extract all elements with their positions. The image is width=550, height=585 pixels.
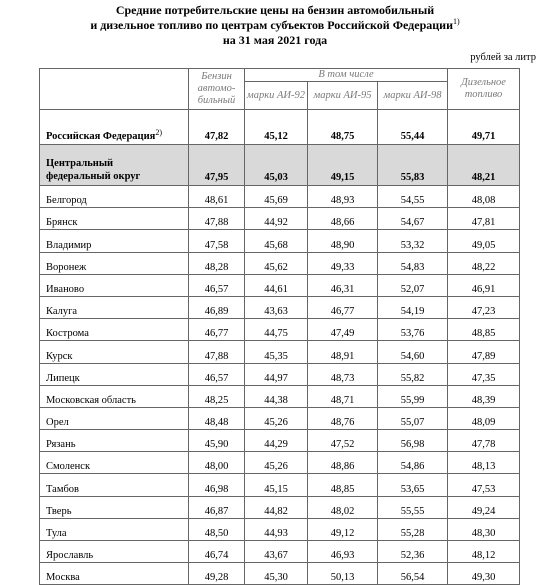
cell-ai98: 52,07: [378, 274, 448, 296]
cell-ai98: 54,19: [378, 296, 448, 318]
cell-ai92: 45,30: [245, 563, 308, 585]
cell-ai92: 45,69: [245, 186, 308, 208]
cell-ai95: 48,66: [308, 208, 378, 230]
russia-name-cell: [40, 110, 189, 145]
unit-label: рублей за литр: [470, 52, 536, 63]
cell-ai98: 54,67: [378, 208, 448, 230]
russia-gasoline: 47,82: [189, 110, 245, 145]
table-row: [40, 230, 520, 252]
header-diesel: Дизельное топливо: [448, 69, 520, 110]
cell-ai98: 54,86: [378, 452, 448, 474]
cell-diesel: 47,78: [448, 430, 520, 452]
cell-diesel: 48,08: [448, 186, 520, 208]
district-diesel: 48,21: [448, 145, 520, 186]
russia-ai95: 48,75: [308, 110, 378, 145]
cell-diesel: 47,23: [448, 296, 520, 318]
cell-gasoline: 48,25: [189, 385, 245, 407]
cell-diesel: 49,24: [448, 496, 520, 518]
cell-ai98: 55,07: [378, 407, 448, 429]
cell-diesel: 47,81: [448, 208, 520, 230]
district-name-line-1: Центральный: [46, 158, 114, 169]
table-row: [40, 474, 520, 496]
cell-ai98: 54,83: [378, 252, 448, 274]
city-name: Рязань: [40, 430, 189, 452]
table-row: [40, 274, 520, 296]
cell-diesel: 48,85: [448, 319, 520, 341]
cell-ai92: 44,29: [245, 430, 308, 452]
cell-ai98: 53,65: [378, 474, 448, 496]
cell-gasoline: 47,58: [189, 230, 245, 252]
cell-ai98: 56,98: [378, 430, 448, 452]
city-name: Московская область: [40, 385, 189, 407]
cell-ai98: 55,55: [378, 496, 448, 518]
header-including: В том числе: [245, 69, 448, 82]
cell-diesel: 48,30: [448, 518, 520, 540]
cell-ai92: 44,61: [245, 274, 308, 296]
city-name: Тула: [40, 518, 189, 540]
table-row: [40, 407, 520, 429]
cell-ai95: 48,73: [308, 363, 378, 385]
table-row: [40, 319, 520, 341]
header-gasoline: Бензин автомо- бильный: [189, 69, 245, 110]
table-row: [40, 385, 520, 407]
cell-diesel: 48,13: [448, 452, 520, 474]
cell-gasoline: 48,61: [189, 186, 245, 208]
cell-diesel: 48,09: [448, 407, 520, 429]
cell-ai98: 53,76: [378, 319, 448, 341]
city-name: Тверь: [40, 496, 189, 518]
cell-gasoline: 47,88: [189, 341, 245, 363]
table-row: [40, 518, 520, 540]
cell-diesel: 49,30: [448, 563, 520, 585]
cell-ai98: 53,32: [378, 230, 448, 252]
cell-gasoline: 48,00: [189, 452, 245, 474]
cell-gasoline: 49,28: [189, 563, 245, 585]
cell-ai95: 48,90: [308, 230, 378, 252]
cell-ai98: 52,36: [378, 541, 448, 563]
cell-ai95: 48,91: [308, 341, 378, 363]
cell-ai92: 44,92: [245, 208, 308, 230]
price-table: [39, 68, 520, 585]
cell-gasoline: 46,87: [189, 496, 245, 518]
russia-row: [40, 110, 520, 145]
city-name: Москва: [40, 563, 189, 585]
cell-ai92: 45,62: [245, 252, 308, 274]
table-row: [40, 208, 520, 230]
cell-ai95: 46,31: [308, 274, 378, 296]
table-row: [40, 296, 520, 318]
title-line-2-text: и дизельное топливо по центрам субъектов Российской Федерации: [90, 18, 453, 32]
cell-ai92: 44,82: [245, 496, 308, 518]
cell-ai95: 47,52: [308, 430, 378, 452]
cell-ai98: 55,99: [378, 385, 448, 407]
cell-ai95: 46,77: [308, 296, 378, 318]
cell-ai92: 45,26: [245, 407, 308, 429]
cell-ai92: 45,15: [245, 474, 308, 496]
district-ai98: 55,83: [378, 145, 448, 186]
cell-ai92: 43,63: [245, 296, 308, 318]
document-title: [0, 3, 550, 48]
cell-gasoline: 46,89: [189, 296, 245, 318]
title-line-1: Средние потребительские цены на бензин автомобильный: [115, 3, 435, 17]
header-ai98: марки АИ-98: [378, 82, 448, 110]
table-row: [40, 541, 520, 563]
city-name: Калуга: [40, 296, 189, 318]
table-row: [40, 252, 520, 274]
cell-diesel: 47,53: [448, 474, 520, 496]
cell-ai92: 45,26: [245, 452, 308, 474]
cell-diesel: 48,39: [448, 385, 520, 407]
cell-gasoline: 46,98: [189, 474, 245, 496]
table-row: [40, 563, 520, 585]
cell-ai98: 55,82: [378, 363, 448, 385]
cell-ai92: 45,68: [245, 230, 308, 252]
cell-ai95: 46,93: [308, 541, 378, 563]
cell-diesel: 49,05: [448, 230, 520, 252]
district-ai95: 49,15: [308, 145, 378, 186]
header-name-cell: [40, 69, 189, 110]
table-row: [40, 496, 520, 518]
cell-diesel: 47,35: [448, 363, 520, 385]
title-line-3: на 31 мая 2021 года: [222, 33, 328, 47]
district-name-line-2: федеральный округ: [46, 171, 141, 182]
cell-diesel: 46,91: [448, 274, 520, 296]
district-row: [40, 145, 520, 186]
cell-ai92: 44,93: [245, 518, 308, 540]
cell-gasoline: 48,28: [189, 252, 245, 274]
table-row: [40, 186, 520, 208]
cell-diesel: 48,12: [448, 541, 520, 563]
city-name: Белгород: [40, 186, 189, 208]
cell-ai98: 54,60: [378, 341, 448, 363]
header-ai95: марки АИ-95: [308, 82, 378, 110]
russia-name: Российская Федерация: [46, 131, 156, 142]
city-name: Брянск: [40, 208, 189, 230]
city-name: Орел: [40, 407, 189, 429]
cell-ai92: 45,35: [245, 341, 308, 363]
city-name: Кострома: [40, 319, 189, 341]
city-name: Липецк: [40, 363, 189, 385]
cell-gasoline: 48,48: [189, 407, 245, 429]
cell-ai92: 43,67: [245, 541, 308, 563]
city-name: Смоленск: [40, 452, 189, 474]
russia-diesel: 49,71: [448, 110, 520, 145]
city-name: Владимир: [40, 230, 189, 252]
cell-ai95: 48,71: [308, 385, 378, 407]
cell-diesel: 47,89: [448, 341, 520, 363]
header-ai92: марки АИ-92: [245, 82, 308, 110]
title-footnote-mark: 1): [453, 17, 460, 26]
header-row-1: [40, 69, 520, 82]
city-name: Тамбов: [40, 474, 189, 496]
cell-gasoline: 46,77: [189, 319, 245, 341]
russia-ai92: 45,12: [245, 110, 308, 145]
district-name-cell: [40, 145, 189, 186]
cell-ai95: 48,76: [308, 407, 378, 429]
cell-ai92: 44,38: [245, 385, 308, 407]
cell-gasoline: 47,88: [189, 208, 245, 230]
cell-ai95: 50,13: [308, 563, 378, 585]
russia-ai98: 55,44: [378, 110, 448, 145]
cell-gasoline: 45,90: [189, 430, 245, 452]
city-name: Курск: [40, 341, 189, 363]
cell-gasoline: 46,57: [189, 363, 245, 385]
district-ai92: 45,03: [245, 145, 308, 186]
city-name: Воронеж: [40, 252, 189, 274]
cell-ai92: 44,75: [245, 319, 308, 341]
cell-ai92: 44,97: [245, 363, 308, 385]
table-row: [40, 341, 520, 363]
cell-ai98: 56,54: [378, 563, 448, 585]
cell-ai95: 48,86: [308, 452, 378, 474]
cell-ai98: 55,28: [378, 518, 448, 540]
title-line-2: [0, 18, 550, 33]
cell-ai95: 49,12: [308, 518, 378, 540]
cell-gasoline: 46,74: [189, 541, 245, 563]
cell-ai98: 54,55: [378, 186, 448, 208]
table-row: [40, 430, 520, 452]
cell-diesel: 48,22: [448, 252, 520, 274]
district-gasoline: 47,95: [189, 145, 245, 186]
cell-ai95: 48,02: [308, 496, 378, 518]
cell-ai95: 48,85: [308, 474, 378, 496]
cell-gasoline: 46,57: [189, 274, 245, 296]
russia-footnote-mark: 2): [155, 128, 162, 137]
cell-ai95: 49,33: [308, 252, 378, 274]
cell-ai95: 48,93: [308, 186, 378, 208]
table-row: [40, 452, 520, 474]
cell-gasoline: 48,50: [189, 518, 245, 540]
cell-ai95: 47,49: [308, 319, 378, 341]
city-name: Ярославль: [40, 541, 189, 563]
city-name: Иваново: [40, 274, 189, 296]
table-row: [40, 363, 520, 385]
